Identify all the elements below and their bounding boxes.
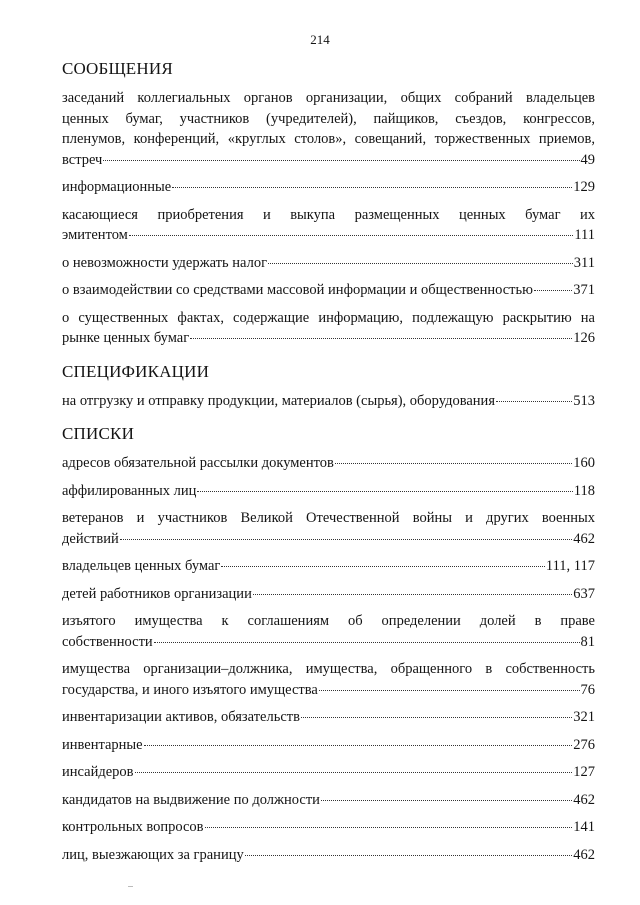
entry-text: адресов обязательной рассылки документов xyxy=(62,455,334,471)
leader-dots xyxy=(496,401,572,402)
leader-dots xyxy=(221,566,545,567)
entry-last-line xyxy=(62,253,595,274)
entry-text-line: имущества организации–должника, имущества, обращенного в собственность xyxy=(62,661,595,677)
entry-last-line xyxy=(62,817,595,838)
page-reference: 462 xyxy=(573,530,595,547)
leader-dots xyxy=(144,745,573,746)
section-title: СПЕЦИФИКАЦИИ xyxy=(62,361,210,381)
entry-text: о взаимодействии со средствами массовой информации и общественностью xyxy=(62,282,533,298)
page-reference: 160 xyxy=(573,455,595,471)
page-reference: 637 xyxy=(573,585,595,602)
entry-text: о невозможности удержать налог xyxy=(62,254,268,271)
entry-last-line xyxy=(62,225,595,246)
entry-last-line xyxy=(62,584,595,605)
entry-last-line xyxy=(62,680,595,701)
entry-last-line xyxy=(62,707,595,728)
page-reference: 462 xyxy=(573,791,595,808)
leader-dots xyxy=(253,594,572,595)
index-entry xyxy=(62,707,595,728)
leader-dots xyxy=(319,690,580,691)
leader-dots xyxy=(129,235,573,236)
index-entry xyxy=(62,253,595,274)
leader-dots xyxy=(103,160,579,161)
entry-text: детей работников организации xyxy=(62,585,252,602)
entry-last-line xyxy=(62,150,595,171)
entry-text: кандидатов на выдвижение по должности xyxy=(62,791,320,808)
index-entry xyxy=(62,611,595,652)
entry-text: на отгрузку и отправку продукции, материалов (сырья), оборудования xyxy=(62,392,495,409)
leader-dots xyxy=(335,463,572,464)
entry-text: рынке ценных бумаг xyxy=(62,330,190,346)
entry-last-line xyxy=(62,735,595,756)
page-reference: 321 xyxy=(573,709,595,725)
index-entry xyxy=(62,308,595,349)
page-reference: 118 xyxy=(573,482,595,499)
page-reference: 141 xyxy=(573,819,595,835)
page-number: 214 xyxy=(310,32,330,47)
entry-text: собственности xyxy=(62,633,153,650)
entry-last-line xyxy=(62,529,595,550)
page-reference: 81 xyxy=(580,633,595,650)
page-reference: 49 xyxy=(580,151,595,168)
entry-text: инвентаризации активов, обязательств xyxy=(62,709,300,725)
page-reference: 111 xyxy=(574,227,595,243)
entry-last-line xyxy=(62,328,595,349)
entry-text-line: пленумов, конференций, «круглых столов», совещаний, торжественных приемов, xyxy=(62,131,595,147)
entry-text: инвентарные xyxy=(62,736,143,753)
entry-text-line: касающиеся приобретения и выкупа размещенных ценных бумаг их xyxy=(62,206,595,223)
index-entry xyxy=(62,508,595,549)
section-title: СПИСКИ xyxy=(62,424,135,443)
index-entry xyxy=(62,735,595,756)
index-entry xyxy=(62,817,595,838)
entry-text: контрольных вопросов xyxy=(62,819,204,835)
page-reference: 513 xyxy=(573,392,595,409)
leader-dots xyxy=(154,642,580,643)
leader-dots xyxy=(268,263,573,264)
entry-last-line xyxy=(62,177,595,198)
index-entry xyxy=(62,659,595,700)
page-reference: 111, 117 xyxy=(545,558,595,574)
leader-dots xyxy=(190,338,572,339)
page-reference: 462 xyxy=(573,846,595,863)
index-entry xyxy=(62,762,595,783)
entry-text-line: ветеранов и участников Великой Отечественной войны и других военных xyxy=(62,510,595,526)
entry-text: встреч xyxy=(62,151,103,168)
section-title: СООБЩЕНИЯ xyxy=(62,59,173,78)
entry-text: действий xyxy=(62,530,119,547)
index-entry xyxy=(62,790,595,811)
index-entry xyxy=(62,481,595,502)
leader-dots xyxy=(135,772,573,773)
entry-last-line xyxy=(62,453,595,474)
entry-last-line xyxy=(62,556,595,577)
entry-last-line xyxy=(62,790,595,811)
entry-last-line xyxy=(62,391,595,412)
entry-text: государства, и иного изъятого имущества xyxy=(62,681,318,698)
page-reference: 76 xyxy=(580,681,595,698)
index-entry xyxy=(62,205,595,246)
index-entry xyxy=(62,391,595,412)
page-reference: 126 xyxy=(573,330,595,346)
entry-last-line xyxy=(62,762,595,783)
entry-text-line: ценных бумаг, участников (учредителей), пайщиков, съездов, конгрессов, xyxy=(62,110,595,127)
page-reference: 311 xyxy=(573,254,595,271)
entry-text-line: заседаний коллегиальных органов организации, общих собраний владельцев xyxy=(62,90,595,106)
index-entry xyxy=(62,584,595,605)
entry-text: информационные xyxy=(62,179,172,195)
index-entry xyxy=(62,280,595,301)
leader-dots xyxy=(197,491,572,492)
leader-dots xyxy=(245,855,573,856)
index-entry xyxy=(62,453,595,474)
page-reference: 371 xyxy=(573,282,595,298)
index-entry xyxy=(62,88,595,170)
leader-dots xyxy=(172,187,572,188)
page-reference: 127 xyxy=(573,764,595,780)
leader-dots xyxy=(534,290,572,291)
entry-text: лиц, выезжающих за границу xyxy=(62,846,244,863)
entry-last-line xyxy=(62,632,595,653)
entry-last-line xyxy=(62,481,595,502)
index-content xyxy=(62,58,595,877)
entry-text: аффилированных лиц xyxy=(62,482,197,499)
index-entry xyxy=(62,177,595,198)
page-reference: 129 xyxy=(573,179,595,195)
leader-dots xyxy=(120,539,573,540)
entry-text: владельцев ценных бумаг xyxy=(62,558,221,574)
leader-dots xyxy=(205,827,573,828)
section-spacer xyxy=(62,872,595,877)
scan-artifact xyxy=(128,886,133,887)
entry-text: инсайдеров xyxy=(62,764,134,780)
entry-text: эмитентом xyxy=(62,227,128,243)
entry-text-line: о существенных фактах, содержащие информацию, подлежащую раскрытию на xyxy=(62,309,595,326)
page-reference: 276 xyxy=(573,736,595,753)
entry-last-line xyxy=(62,845,595,866)
leader-dots xyxy=(321,800,572,801)
index-entry xyxy=(62,556,595,577)
leader-dots xyxy=(301,717,572,718)
entry-text-line: изъятого имущества к соглашениям об определении долей в праве xyxy=(62,613,595,629)
entry-last-line xyxy=(62,280,595,301)
index-entry xyxy=(62,845,595,866)
